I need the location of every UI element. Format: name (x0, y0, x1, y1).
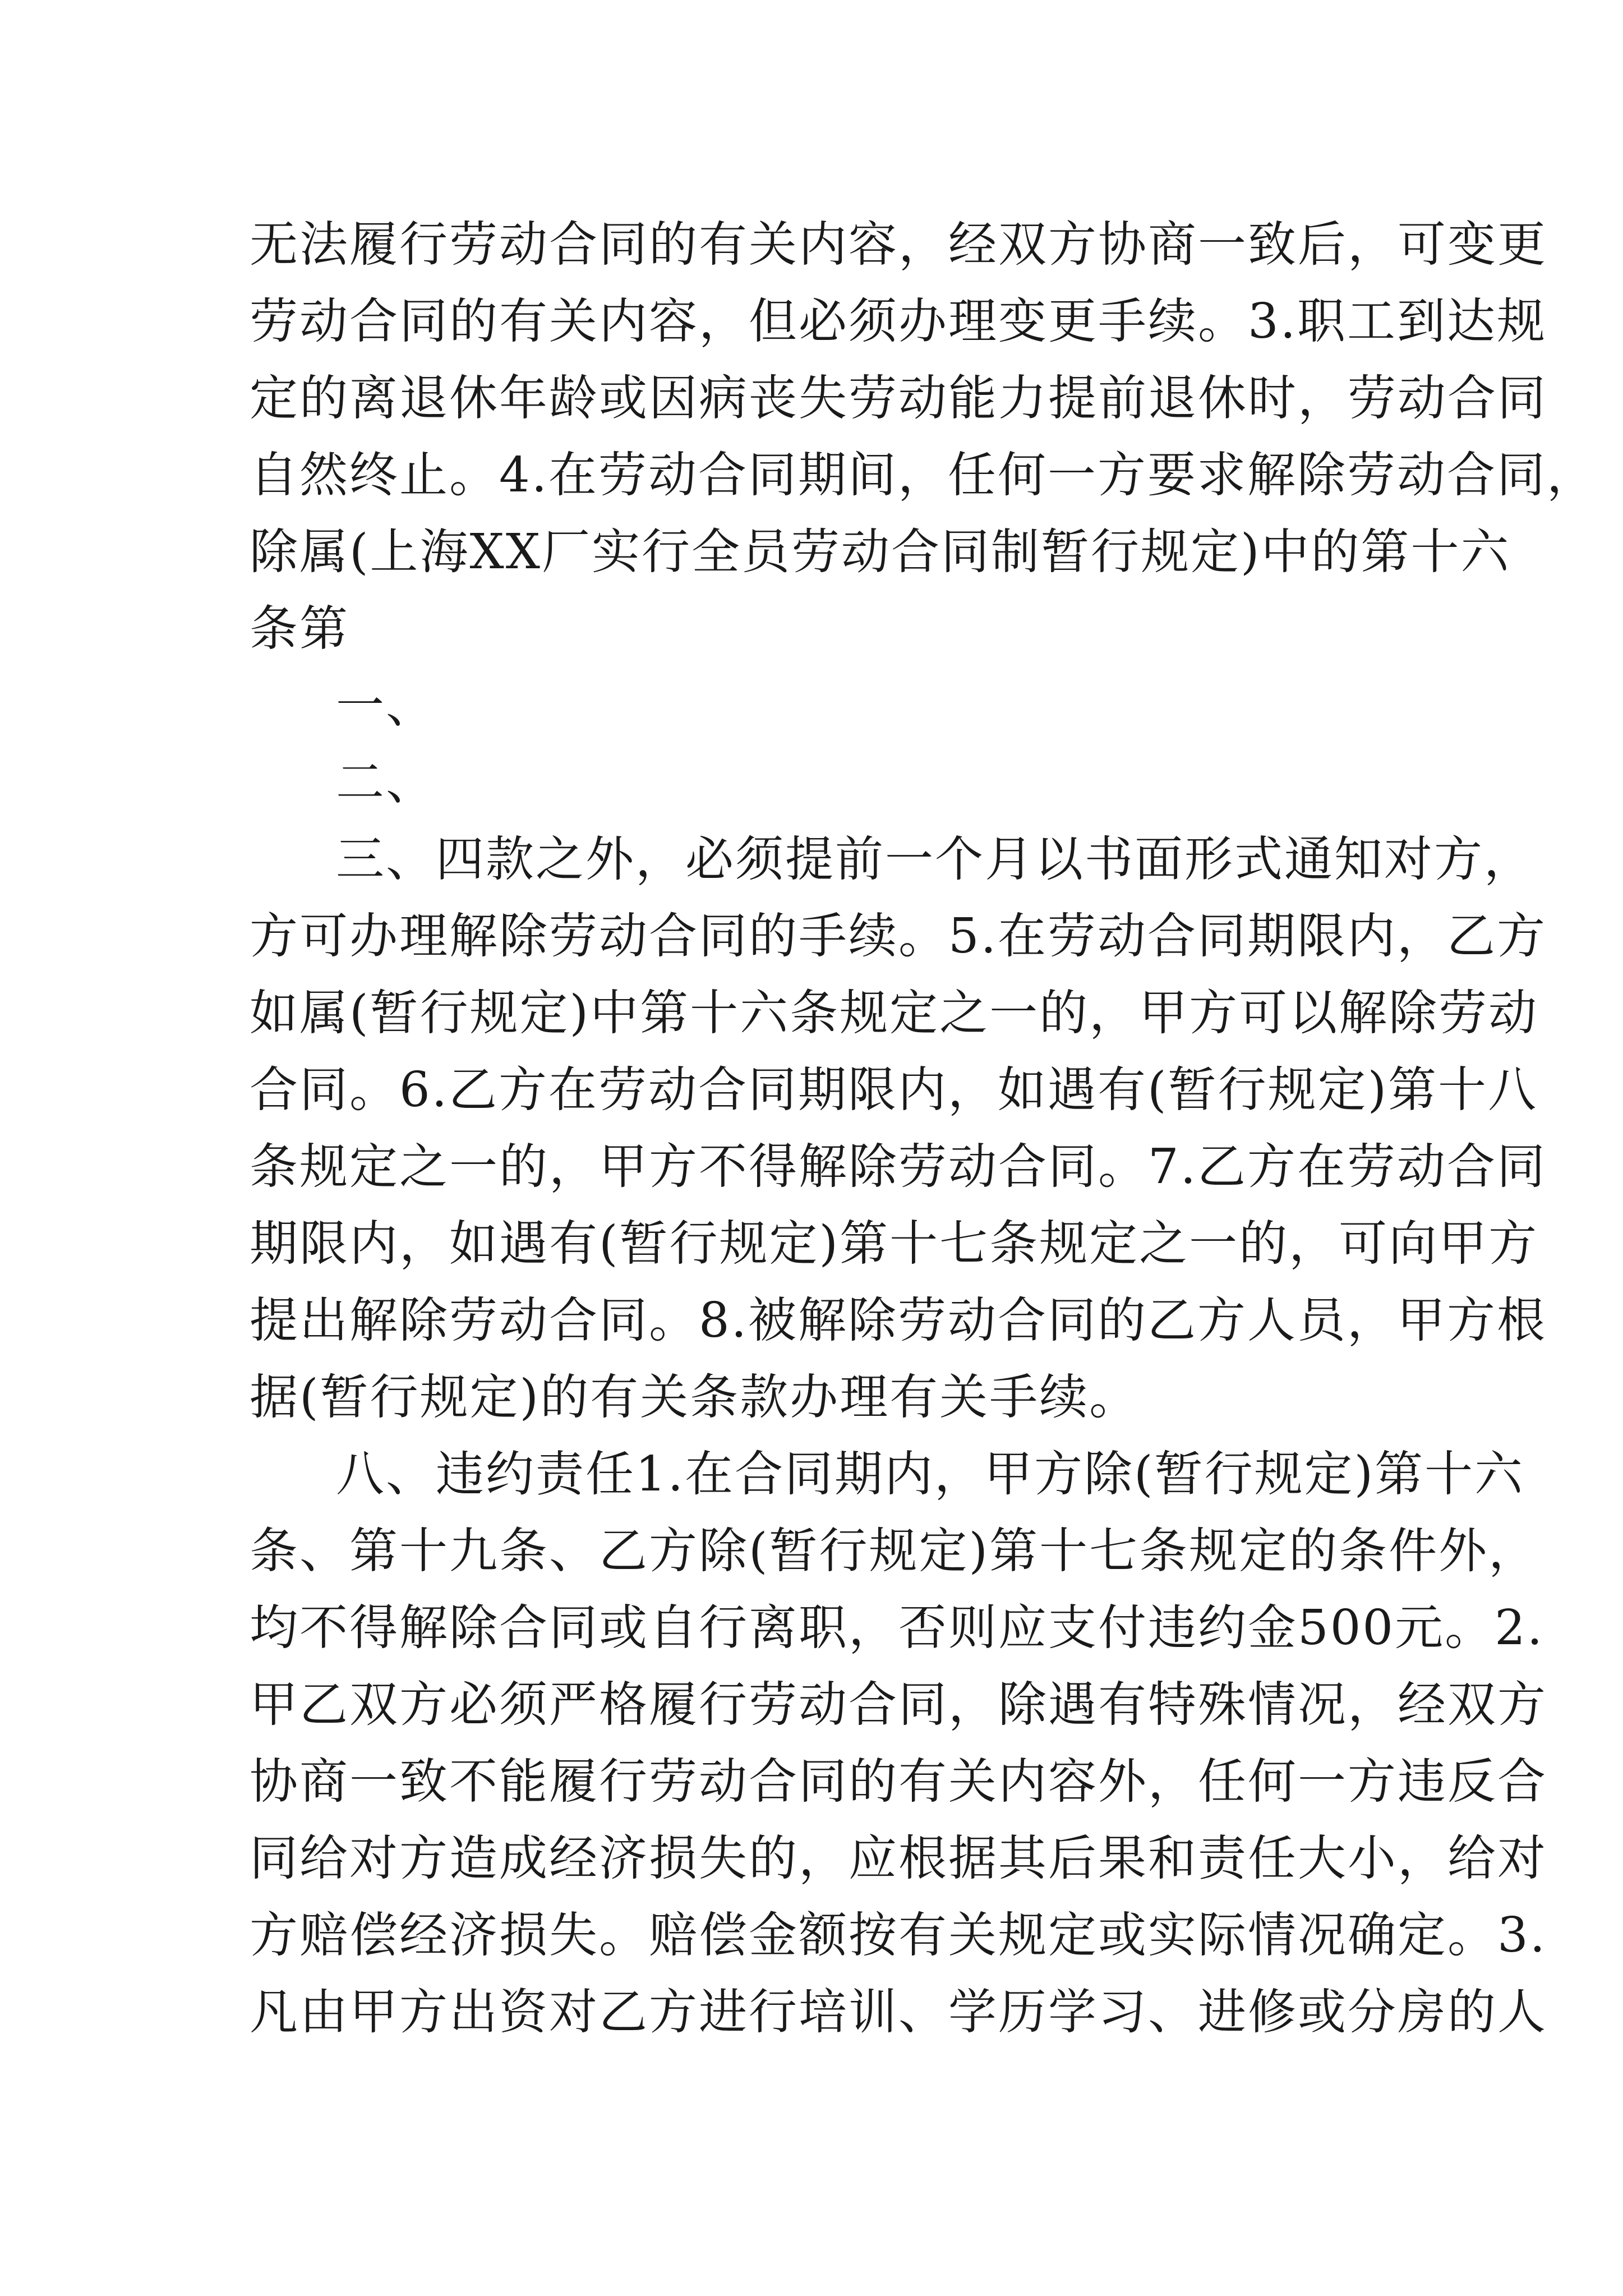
text-line: 二、 (336, 754, 436, 811)
text-line: 三、四款之外，必须提前一个月以书面形式通知对方， (336, 831, 1534, 887)
text-line: 八、违约责任1.在合同期内，甲方除(暂行规定)第十六 (336, 1446, 1525, 1502)
text-line: 合同。6.乙方在劳动合同期限内，如遇有(暂行规定)第十八 (250, 1062, 1538, 1118)
list-item-two (250, 744, 1399, 821)
text-line: 无法履行劳动合同的有关内容，经双方协商一致后，可变更 (250, 217, 1547, 273)
text-line: 协商一致不能履行劳动合同的有关内容外，任何一方违反合 (250, 1754, 1547, 1810)
text-line: 方可办理解除劳动合同的手续。5.在劳动合同期限内，乙方 (250, 908, 1547, 964)
paragraph-breach-liability (250, 1436, 1547, 2051)
text-line: 条第 (250, 601, 349, 657)
paragraph-continuation (250, 206, 1597, 668)
text-line: 定的离退休年龄或因病丧失劳动能力提前退休时，劳动合同 (250, 370, 1547, 426)
text-line: 自然终止。4.在劳动合同期间，任何一方要求解除劳动合同， (250, 447, 1597, 503)
text-line: 方赔偿经济损失。赔偿金额按有关规定或实际情况确定。3. (250, 1907, 1547, 1963)
text-line: 一、 (336, 678, 436, 734)
text-line: 甲乙双方必须严格履行劳动合同，除遇有特殊情况，经双方 (250, 1677, 1547, 1733)
list-item-one (250, 668, 1399, 744)
text-line: 条规定之一的，甲方不得解除劳动合同。7.乙方在劳动合同 (250, 1139, 1547, 1195)
text-line: 凡由甲方出资对乙方进行培训、学历学习、进修或分房的人 (250, 1984, 1547, 2040)
text-line: 期限内，如遇有(暂行规定)第十七条规定之一的，可向甲方 (250, 1216, 1539, 1272)
paragraph-termination (250, 821, 1547, 1436)
text-line: 同给对方造成经济损失的，应根据其后果和责任大小，给对 (250, 1830, 1547, 1887)
text-line: 除属(上海XX厂实行全员劳动合同制暂行规定)中的第十六 (250, 524, 1511, 580)
text-line: 如属(暂行规定)中第十六条规定之一的，甲方可以解除劳动 (250, 985, 1539, 1041)
text-line: 提出解除劳动合同。8.被解除劳动合同的乙方人员，甲方根 (250, 1292, 1547, 1349)
text-line: 均不得解除合同或自行离职，否则应支付违约金500元。2. (250, 1600, 1544, 1656)
text-line: 据(暂行规定)的有关条款办理有关手续。 (250, 1369, 1140, 1425)
text-line: 劳动合同的有关内容，但必须办理变更手续。3.职工到达规 (250, 293, 1547, 349)
document-body (250, 206, 1597, 2051)
text-line: 条、第十九条、乙方除(暂行规定)第十七条规定的条件外， (250, 1523, 1539, 1579)
